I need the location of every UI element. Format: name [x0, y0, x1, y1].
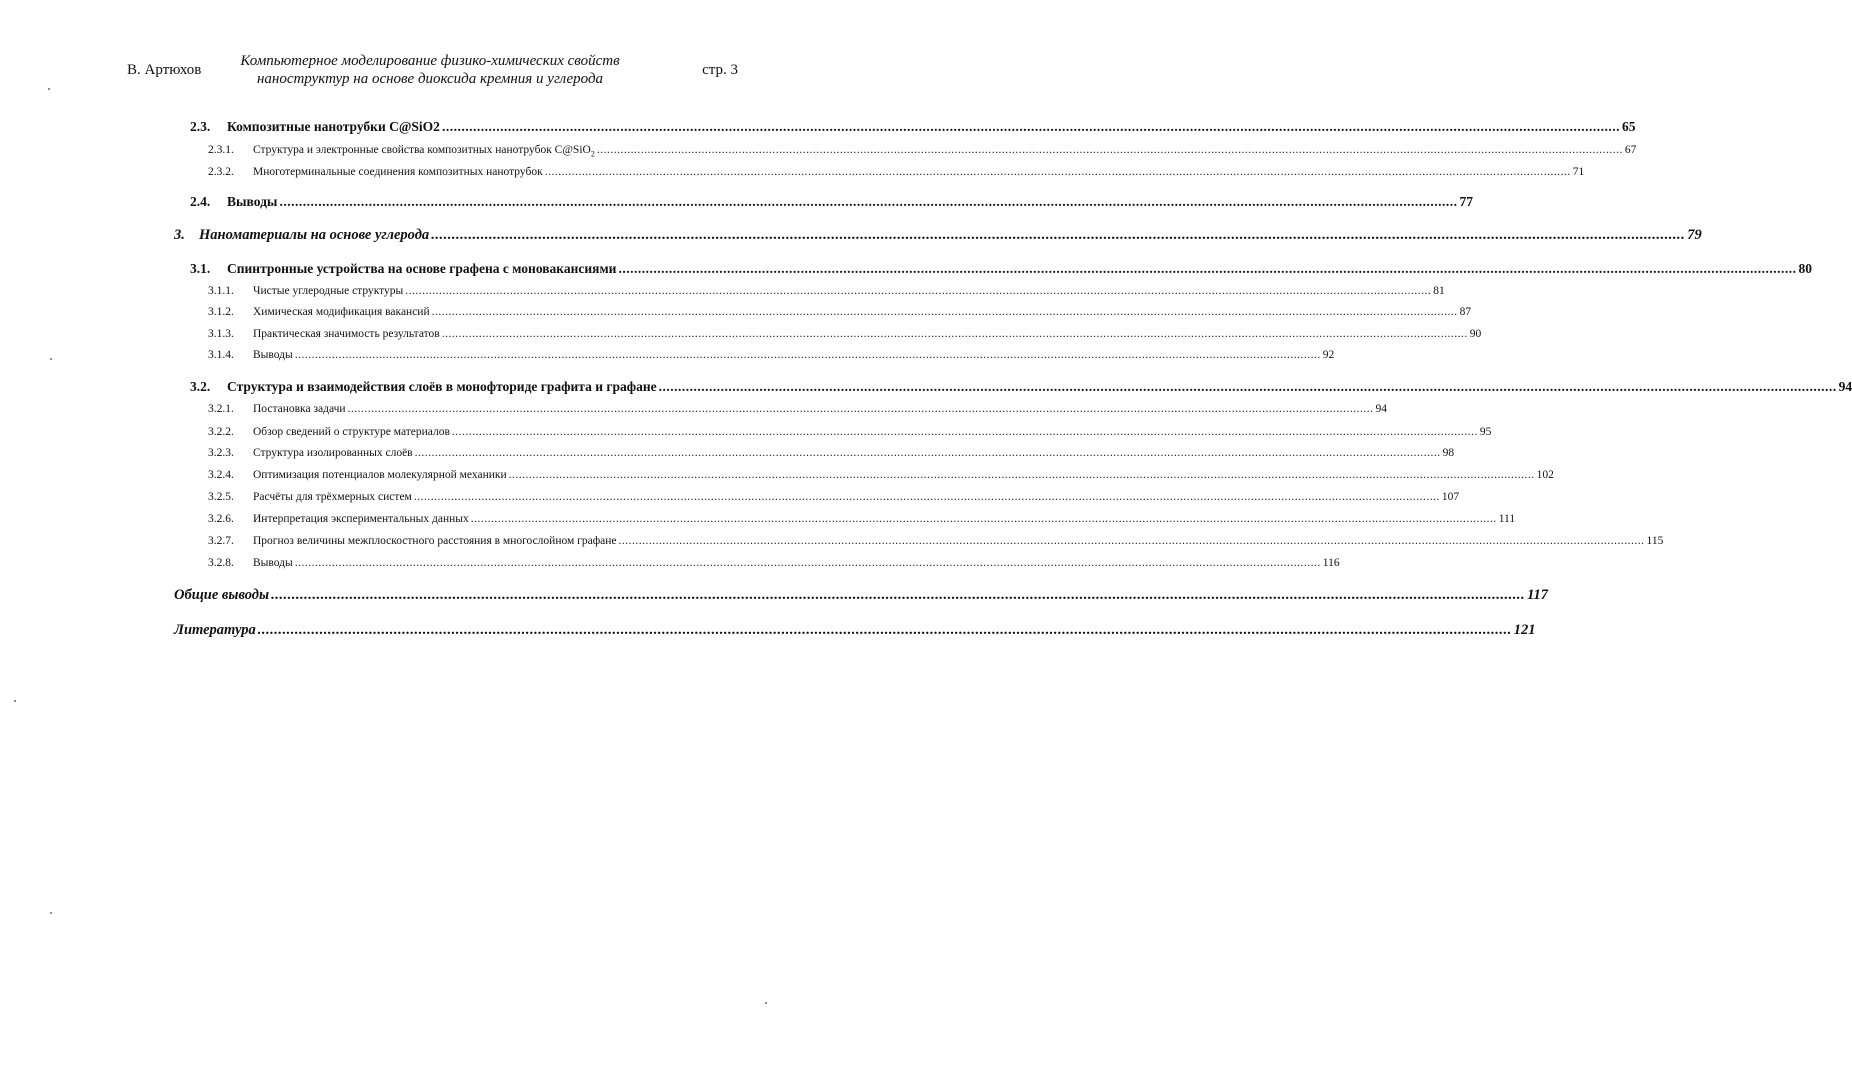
scan-speck: [765, 1002, 767, 1004]
toc-leader: [618, 261, 1796, 277]
toc-leader: [509, 469, 1535, 481]
toc-entry-3[interactable]: [174, 227, 1702, 246]
toc-page: 116: [1322, 557, 1340, 569]
toc-page: 92: [1322, 349, 1335, 361]
toc-title: Структура изолированных слоёв: [253, 447, 413, 459]
toc-leader: [659, 379, 1837, 395]
header-title: [220, 52, 640, 88]
toc-leader: [271, 587, 1525, 604]
toc-page: 65: [1621, 119, 1636, 134]
scan-speck: [14, 700, 16, 702]
toc-number: 3.1.1.: [208, 285, 234, 297]
toc-title: Композитные нанотрубки C@SiO2: [227, 119, 440, 134]
toc-page: 77: [1459, 194, 1473, 209]
toc-leader: [442, 119, 1620, 135]
scan-speck: [48, 88, 50, 90]
toc-title: Выводы: [227, 194, 278, 209]
toc-title: Спинтронные устройства на основе графена с моновакансиями: [227, 261, 617, 276]
toc-number: 3.2.6.: [208, 513, 234, 525]
toc-number: 2.4.: [190, 194, 211, 209]
toc-page: 67: [1624, 144, 1637, 156]
toc-title: Наноматериалы на основе углерода: [199, 227, 430, 243]
toc-leader: [431, 227, 1685, 244]
toc-number: 3.2.7.: [208, 535, 234, 547]
toc-number: 3.2.: [190, 379, 211, 394]
toc-title: [253, 144, 595, 158]
scan-speck: [50, 912, 52, 914]
toc-title: Общие выводы: [174, 587, 270, 603]
toc-title-subscript: 2: [590, 149, 595, 159]
toc-entry-conclusions[interactable]: [174, 587, 1549, 606]
toc-title: Химическая модификация вакансий: [253, 306, 430, 318]
toc-entry-3-2[interactable]: [190, 379, 1852, 397]
toc-number: 2.3.: [190, 119, 211, 134]
toc-entry-2-3-2[interactable]: [208, 166, 1585, 181]
header-author: В. Артюхов: [127, 62, 202, 78]
toc-title: Обзор сведений о структуре материалов: [253, 426, 450, 438]
toc-leader: [432, 306, 1458, 318]
toc-title: Выводы: [253, 349, 293, 361]
header-page-number: стр. 3: [702, 62, 738, 78]
toc-page: 98: [1442, 447, 1455, 459]
toc-title: Выводы: [253, 557, 293, 569]
toc-page: 115: [1646, 535, 1664, 547]
toc-number: 3.2.2.: [208, 426, 234, 438]
toc-number: 3.1.2.: [208, 306, 234, 318]
toc-number: 3.2.4.: [208, 469, 234, 481]
toc-page: 94: [1838, 379, 1852, 394]
toc-leader: [405, 285, 1431, 297]
toc-number: 3.2.5.: [208, 491, 234, 503]
toc-number: 3.2.8.: [208, 557, 234, 569]
toc-number: 3.1.3.: [208, 328, 234, 340]
toc-title: Расчёты для трёхмерных систем: [253, 491, 412, 503]
toc-page: 111: [1498, 513, 1516, 525]
toc-entry-3-1-3[interactable]: [208, 328, 1482, 343]
toc-number: 3.: [174, 227, 185, 243]
toc-entry-2-3[interactable]: [190, 119, 1636, 137]
toc-leader: [295, 557, 1321, 569]
toc-page: 71: [1572, 166, 1585, 178]
header-title-line-1: Компьютерное моделирование физико-химических свойств: [240, 53, 620, 69]
toc-leader: [597, 144, 1623, 156]
toc-title: Литература: [174, 622, 256, 638]
toc-leader: [348, 403, 1374, 415]
toc-title: Оптимизация потенциалов молекулярной механики: [253, 469, 507, 481]
toc-page: 95: [1479, 426, 1492, 438]
toc-title: Многотерминальные соединения композитных нанотрубок: [253, 166, 543, 178]
scan-speck: [50, 358, 52, 360]
toc-entry-3-1-4[interactable]: [208, 349, 1335, 364]
toc-leader: [471, 513, 1497, 525]
toc-leader: [442, 328, 1468, 340]
toc-title: Структура и взаимодействия слоёв в монофториде графита и графане: [227, 379, 657, 394]
toc-number: 2.3.2.: [208, 166, 234, 178]
toc-leader: [415, 447, 1441, 459]
toc-number: 3.1.: [190, 261, 211, 276]
toc-title: Постановка задачи: [253, 403, 346, 415]
toc-leader: [414, 491, 1440, 503]
toc-title: Чистые углеродные структуры: [253, 285, 404, 297]
toc-number: 3.2.1.: [208, 403, 234, 415]
toc-page: 90: [1469, 328, 1482, 340]
toc-leader: [452, 426, 1478, 438]
toc-page: 107: [1441, 491, 1460, 503]
toc-entry-3-2-8[interactable]: [208, 557, 1340, 572]
toc-page: 87: [1459, 306, 1472, 318]
toc-entry-3-1[interactable]: [190, 261, 1812, 279]
toc-number: 3.1.4.: [208, 349, 234, 361]
toc-page: 121: [1513, 622, 1536, 638]
toc-page: 79: [1687, 227, 1702, 243]
toc-title: Интерпретация экспериментальных данных: [253, 513, 469, 525]
toc-entry-3-2-6[interactable]: [208, 513, 1516, 528]
toc-entry-literature[interactable]: [174, 622, 1536, 641]
toc-entry-2-3-1[interactable]: [208, 144, 1637, 159]
toc-leader: [279, 194, 1457, 210]
toc-page: 117: [1527, 587, 1549, 603]
toc-leader: [545, 166, 1571, 178]
toc-entry-3-2-4[interactable]: [208, 469, 1554, 484]
toc-title: Прогноз величины межплоскостного расстояния в многослойном графане: [253, 535, 617, 547]
toc-number: 3.2.3.: [208, 447, 234, 459]
toc-number: 2.3.1.: [208, 144, 234, 156]
toc-entry-3-2-1[interactable]: [208, 403, 1388, 418]
toc-page: 94: [1375, 403, 1388, 415]
toc-entry-3-1-1[interactable]: [208, 285, 1445, 300]
toc-leader: [258, 622, 1512, 639]
toc-leader: [619, 535, 1645, 547]
toc-entry-3-2-2[interactable]: [208, 426, 1492, 441]
toc-title: Практическая значимость результатов: [253, 328, 440, 340]
toc-title-main: Структура и электронные свойства композитных нанотрубок C@SiO: [253, 144, 591, 156]
toc-page: 81: [1433, 285, 1445, 297]
header-title-line-2: наноструктур на основе диоксида кремния и углерода: [256, 71, 604, 87]
toc-page: 80: [1798, 261, 1812, 276]
toc-entry-3-1-2[interactable]: [208, 306, 1472, 321]
toc-entry-3-2-5[interactable]: [208, 491, 1460, 506]
toc-page: 102: [1536, 469, 1554, 481]
toc-leader: [295, 349, 1321, 361]
toc-entry-3-2-7[interactable]: [208, 535, 1664, 550]
toc-entry-3-2-3[interactable]: [208, 447, 1455, 462]
toc-entry-2-4[interactable]: [190, 194, 1473, 212]
